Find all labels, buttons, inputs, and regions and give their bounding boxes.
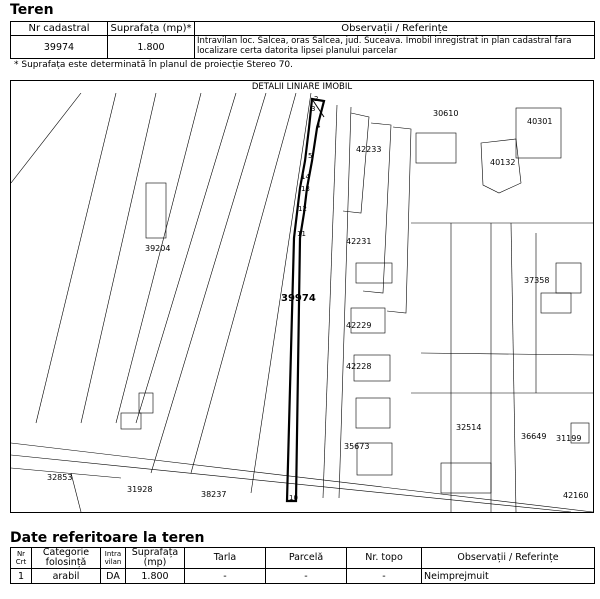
parcel-label-42229: 42229 bbox=[346, 321, 372, 330]
cell-nr-topo: - bbox=[347, 569, 422, 584]
surface-footnote: * Suprafața este determinată în planul de proiecție Stereo 70. bbox=[14, 60, 294, 70]
header-observatii-referinte: Observații / Referințe bbox=[422, 548, 595, 569]
map-drawing bbox=[11, 93, 593, 512]
teren-data-row bbox=[11, 36, 595, 59]
map-title: DETALII LINIARE IMOBIL bbox=[251, 82, 353, 92]
teren-table bbox=[10, 21, 595, 59]
point-label-11: 11 bbox=[297, 230, 306, 238]
cell-suprafata: 1.800 bbox=[108, 36, 195, 59]
parcel-label-42160: 42160 bbox=[563, 491, 589, 500]
header-nr-cadastral: Nr cadastral bbox=[11, 22, 108, 36]
parcel-label-36649: 36649 bbox=[521, 432, 547, 441]
cadastral-map bbox=[10, 80, 594, 513]
point-label-5: 5 bbox=[308, 152, 313, 160]
point-label-4: 4 bbox=[316, 122, 321, 130]
teren-header-row bbox=[11, 22, 595, 36]
header-nr-crt: Nr Crt bbox=[11, 548, 32, 569]
cell-nr-cadastral: 39974 bbox=[11, 36, 108, 59]
parcel-label-31199: 31199 bbox=[556, 434, 582, 443]
cell-intravilan: DA bbox=[101, 569, 126, 584]
land-header-row bbox=[11, 548, 595, 569]
land-data-row bbox=[11, 569, 595, 584]
cell-parcela: - bbox=[266, 569, 347, 584]
parcel-label-38237: 38237 bbox=[201, 490, 227, 499]
point-label-13: 13 bbox=[301, 185, 310, 193]
parcel-label-32853: 32853 bbox=[47, 473, 73, 482]
point-label-12: 12 bbox=[298, 205, 307, 213]
header-nr-topo: Nr. topo bbox=[347, 548, 422, 569]
parcel-label-42228: 42228 bbox=[346, 362, 372, 371]
parcel-label-42231: 42231 bbox=[346, 237, 372, 246]
point-label-10: 10 bbox=[289, 494, 298, 502]
parcel-label-30610: 30610 bbox=[433, 109, 459, 118]
cell-observatii: Intravilan loc. Salcea, oras Salcea, jud. Suceava. Imobil inregistrat in plan cadastral fara localizare certa datorita lipsei planului parcelar bbox=[195, 36, 595, 59]
section-title-teren: Teren bbox=[10, 2, 54, 18]
parcel-label-40301: 40301 bbox=[527, 117, 553, 126]
parcel-label-35673: 35673 bbox=[344, 442, 370, 451]
cell-tarla: - bbox=[185, 569, 266, 584]
header-tarla: Tarla bbox=[185, 548, 266, 569]
parcel-label-42233: 42233 bbox=[356, 145, 382, 154]
parcel-label-39974: 39974 bbox=[281, 293, 316, 304]
cell-suprafata-mp: 1.800 bbox=[126, 569, 185, 584]
point-label-3: 3 bbox=[311, 105, 316, 113]
cell-observatii-referinte: Neimprejmuit bbox=[422, 569, 595, 584]
land-details-table bbox=[10, 547, 595, 584]
cell-categorie: arabil bbox=[32, 569, 101, 584]
header-parcela: Parcelă bbox=[266, 548, 347, 569]
header-intravilan: Intra vilan bbox=[101, 548, 126, 569]
parcel-label-31928: 31928 bbox=[127, 485, 153, 494]
parcel-label-32514: 32514 bbox=[456, 423, 482, 432]
header-categorie: Categorie folosință bbox=[32, 548, 101, 569]
header-observatii: Observații / Referințe bbox=[195, 22, 595, 36]
cell-nr-crt: 1 bbox=[11, 569, 32, 584]
parcel-label-37358: 37358 bbox=[524, 276, 550, 285]
header-suprafata-mp: Suprafața (mp) bbox=[126, 548, 185, 569]
header-suprafata: Suprafața (mp)* bbox=[108, 22, 195, 36]
parcel-label-40132: 40132 bbox=[490, 158, 516, 167]
point-label-14: 14 bbox=[301, 173, 310, 181]
parcel-label-39204: 39204 bbox=[145, 244, 171, 253]
point-label-2: 2 bbox=[314, 95, 319, 103]
section-title-date-referitoare: Date referitoare la teren bbox=[10, 530, 205, 546]
